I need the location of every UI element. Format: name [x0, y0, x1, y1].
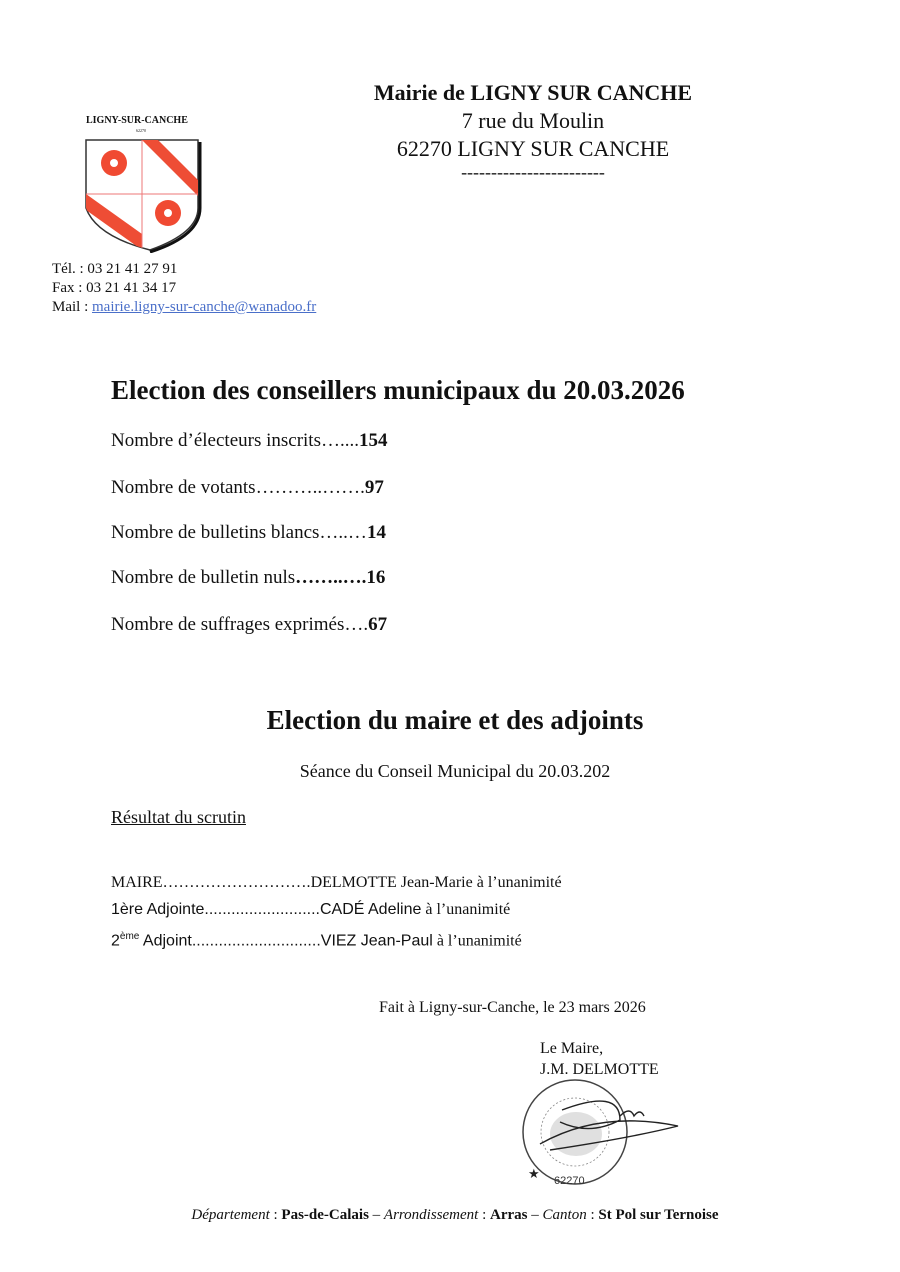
arr-label: Arrondissement [383, 1207, 479, 1223]
stat-label: Nombre de suffrages exprimés…. [111, 614, 369, 635]
stat-blank [111, 522, 386, 544]
dept-label: Département [191, 1207, 270, 1223]
vote-note: à l’unanimité [476, 874, 562, 891]
stat-null [111, 567, 385, 589]
address-street: 7 rue du Moulin [461, 108, 605, 133]
signer-name: J.M. DELMOTTE [540, 1061, 659, 1078]
stat-label: Nombre de votants………..……. [111, 477, 365, 498]
election-mayor-title: Election du maire et des adjoints [266, 705, 644, 735]
role-superscript: ème [119, 931, 140, 942]
role: 1ère Adjointe.......................... [111, 901, 320, 918]
fax-value: 03 21 41 34 17 [86, 280, 177, 296]
tel-label: Tél. : [52, 261, 84, 277]
elected-name: DELMOTTE Jean-Marie [310, 874, 473, 891]
stat-label: Nombre d’électeurs inscrits….... [111, 430, 359, 451]
contact-tel [52, 261, 177, 278]
mail-link[interactable]: mairie.ligny-sur-canche@wanadoo.fr [92, 299, 317, 315]
stat-label: Nombre de bulletins blancs…..… [111, 522, 367, 543]
canton-value: St Pol sur Ternoise [598, 1207, 719, 1223]
coat-of-arms-logo [84, 138, 202, 253]
address-city: 62270 LIGNY SUR CANCHE [396, 136, 670, 161]
arr-value: Arras [490, 1207, 528, 1223]
svg-text:62270: 62270 [554, 1175, 585, 1187]
vote-note: à l’unanimité [436, 932, 522, 950]
session-line: Séance du Conseil Municipal du 20.03.202 [299, 761, 611, 781]
stat-value: 67 [368, 614, 388, 635]
result-row-adjoint-2 [111, 931, 522, 950]
stat-value: 97 [364, 477, 384, 498]
mairie-title: Mairie de LIGNY SUR CANCHE [373, 80, 693, 105]
logo-caption: LIGNY-SUR-CANCHE [86, 115, 188, 126]
stat-value: 16 [366, 567, 386, 588]
role: MAIRE………………………. [111, 874, 311, 891]
stat-value: 14 [366, 522, 386, 543]
stat-dots: ……..…. [295, 567, 367, 588]
elected-name: VIEZ Jean-Paul [320, 932, 433, 950]
place-date: Fait à Ligny-sur-Canche, le 23 mars 2026 [379, 999, 646, 1016]
canton-label: Canton [542, 1207, 587, 1223]
role-number: 2 [111, 932, 120, 950]
header-separator: ------------------------ [461, 162, 605, 182]
svg-text:★: ★ [528, 1166, 540, 1181]
election-council-title: Election des conseillers municipaux du 20.03.2026 [111, 375, 685, 405]
stat-voters [111, 477, 384, 499]
stat-label: Nombre de bulletin nuls [111, 567, 296, 588]
fax-label: Fax : [52, 280, 83, 296]
vote-note: à l’unanimité [425, 901, 511, 918]
official-stamp-signature [510, 1070, 690, 1190]
dept-value: Pas-de-Calais [281, 1207, 369, 1223]
stat-value: 154 [358, 430, 388, 451]
result-row-maire [111, 874, 562, 892]
stat-registered [111, 430, 387, 452]
role: Adjoint............................. [139, 932, 321, 950]
stat-expressed [111, 614, 387, 636]
tel-value: 03 21 41 27 91 [87, 261, 178, 277]
elected-name: CADÉ Adeline [319, 901, 422, 918]
contact-mail [52, 299, 316, 316]
result-row-adjointe-1 [111, 901, 510, 919]
contact-fax [52, 280, 176, 297]
footer-line: Département : Pas-de-Calais – Arrondissement : Arras – Canton : St Pol sur Ternoise [191, 1207, 719, 1223]
mail-label: Mail : [52, 299, 89, 315]
logo-subcaption: 62270 [136, 128, 146, 133]
result-heading: Résultat du scrutin [111, 807, 246, 827]
signer-title: Le Maire, [540, 1040, 604, 1057]
